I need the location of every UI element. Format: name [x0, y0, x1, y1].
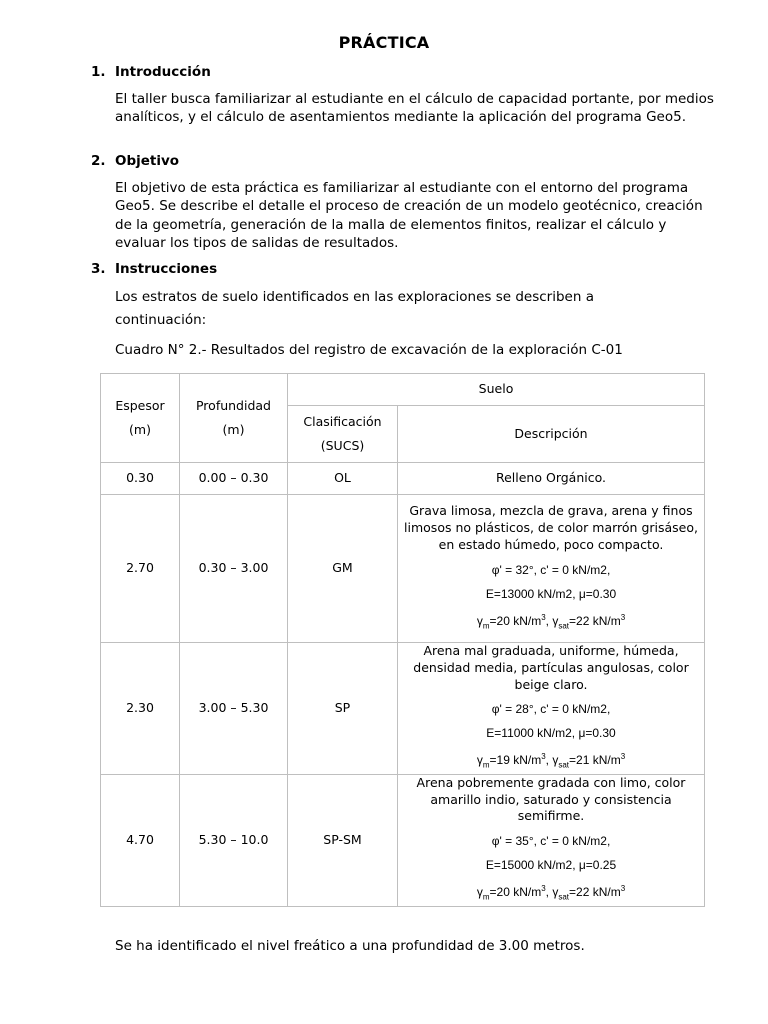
- intro-paragraph: El taller busca familiarizar al estudiante en el cálculo de capacidad portante, por medios analíticos, y el cálculo de asentamientos mediante la aplicación del programa Geo5.: [115, 91, 714, 126]
- instrucciones-paragraph: Los estratos de suelo identificados en las exploraciones se describen a continuación:: [115, 289, 594, 328]
- table-row: [101, 463, 705, 495]
- modulus-poisson: E=11000 kN/m2, μ=0.30: [486, 726, 616, 741]
- cell-profundidad: 0.00 – 0.30: [180, 463, 288, 495]
- section-title: Introducción: [115, 64, 211, 80]
- section-heading-introduccion: [91, 64, 211, 80]
- table-row: [101, 643, 705, 775]
- soil-description: Arena mal graduada, uniforme, húmeda, densidad media, partículas angulosas, color beige claro.: [413, 643, 689, 692]
- cell-sucs: GM: [288, 495, 398, 643]
- phi-cohesion: φ' = 32°, c' = 0 kN/m2,: [491, 562, 611, 577]
- cell-descripcion: [398, 774, 705, 906]
- table-row: [101, 774, 705, 906]
- cell-profundidad: 5.30 – 10.0: [180, 774, 288, 906]
- unit-weights: $\gamma_m=20$ $kN/m^3$, $\gamma_{sat}=22$ $kN/m^3$: [476, 884, 626, 902]
- cell-espesor: 0.30: [101, 463, 180, 495]
- cell-descripcion: [398, 495, 705, 643]
- soil-description: Arena pobremente gradada con limo, color amarillo indio, saturado y consistencia semifirme.: [416, 774, 686, 824]
- table-caption: Cuadro N° 2.- Resultados del registro de excavación de la exploración C-01: [115, 342, 623, 358]
- table-header-row: [101, 374, 705, 406]
- cell-profundidad: 3.00 – 5.30: [180, 643, 288, 775]
- water-table-note: Se ha identificado el nivel freático a una profundidad de 3.00 metros.: [115, 938, 585, 954]
- objetivo-paragraph: El objetivo de esta práctica es familiarizar al estudiante con el entorno del programa Geo5. Se describe el detalle el proceso de creación de un modelo geotécnico, creación de la geometría, generación de la malla de elementos finitos, realizar el cálculo y evaluar los tipos de salidas de resultados.: [115, 180, 703, 251]
- unit-weights: $\gamma_m=19$ $kN/m^3$, $\gamma_{sat}=21$ $kN/m^3$: [476, 752, 626, 770]
- cell-sucs: SP: [288, 643, 398, 775]
- header-clasificacion: Clasificación (SUCS): [288, 406, 398, 463]
- cell-descripcion: Relleno Orgánico.: [398, 463, 705, 495]
- header-descripcion: Descripción: [398, 406, 705, 463]
- section-heading-instrucciones: [91, 261, 217, 277]
- cell-espesor: 2.30: [101, 643, 180, 775]
- page-title: PRÁCTICA: [338, 33, 430, 52]
- section-number: 1.: [91, 64, 106, 80]
- section-heading-objetivo: [91, 153, 179, 169]
- header-suelo: Suelo: [288, 374, 705, 406]
- section-number: 3.: [91, 261, 106, 277]
- section-title: Objetivo: [115, 153, 180, 169]
- modulus-poisson: E=13000 kN/m2, μ=0.30: [485, 586, 617, 601]
- section-title: Instrucciones: [115, 261, 218, 277]
- cell-profundidad: 0.30 – 3.00: [180, 495, 288, 643]
- cell-descripcion: [398, 643, 705, 775]
- table-row: [101, 495, 705, 643]
- section-number: 2.: [91, 153, 106, 169]
- soil-strata-table: [100, 373, 705, 907]
- phi-cohesion: φ' = 28°, c' = 0 kN/m2,: [491, 702, 611, 717]
- header-espesor: Espesor (m): [101, 374, 180, 463]
- modulus-poisson: E=15000 kN/m2, μ=0.25: [485, 858, 617, 873]
- soil-description: Grava limosa, mezcla de grava, arena y finos limosos no plásticos, de color marrón grisáseo, en estado húmedo, poco compacto.: [404, 503, 698, 552]
- cell-sucs: OL: [288, 463, 398, 495]
- cell-espesor: 4.70: [101, 774, 180, 906]
- phi-cohesion: φ' = 35°, c' = 0 kN/m2,: [491, 834, 611, 849]
- header-profundidad: Profundidad (m): [180, 374, 288, 463]
- cell-sucs: SP-SM: [288, 774, 398, 906]
- cell-espesor: 2.70: [101, 495, 180, 643]
- unit-weights: $\gamma_m=20$ $kN/m^3$, $\gamma_{sat}=22$ $kN/m^3$: [476, 612, 626, 630]
